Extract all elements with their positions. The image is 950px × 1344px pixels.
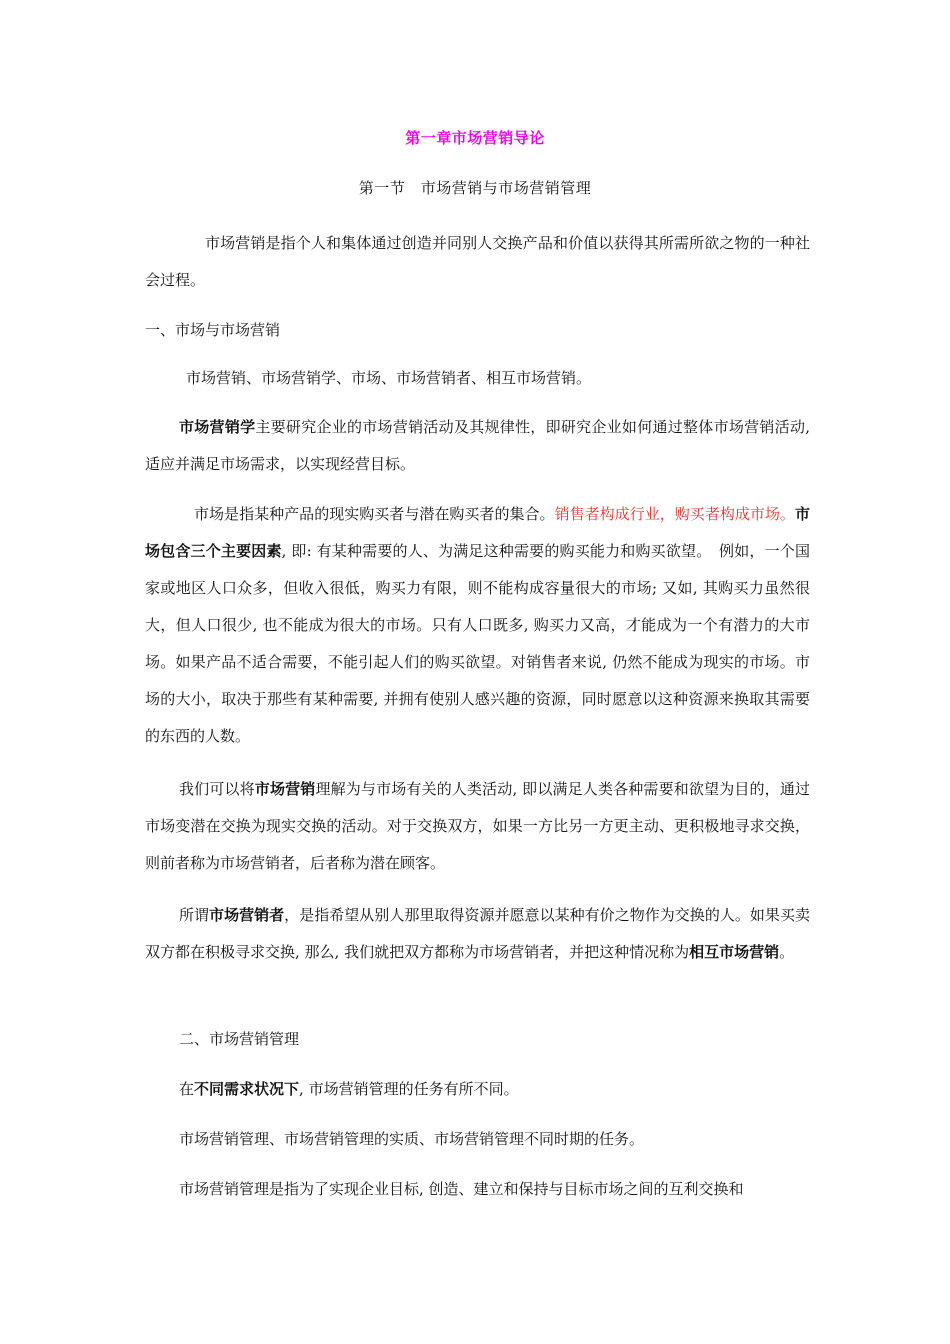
paragraph-market: [145, 496, 810, 755]
market-lead-text: 市场是指某种产品的现实购买者与潜在购买者的集合。: [194, 505, 555, 523]
heading-market-and-marketing: 一、市场与市场营销: [145, 321, 281, 339]
management-topics-list: 市场营销管理、市场营销管理的实质、市场营销管理不同时期的任务。: [179, 1130, 645, 1148]
demand-rest-text: , 市场营销管理的任务有所不同。: [299, 1080, 519, 1098]
term-three-factors: 市场包含三个主要因素: [145, 505, 810, 560]
term-marketing-science: 市场营销学: [179, 418, 256, 436]
marketer-tail-text: 。: [779, 943, 795, 961]
term-marketing: 市场营销: [254, 780, 316, 798]
chapter-title: [0, 127, 950, 148]
term-different-demand: 不同需求状况下: [194, 1080, 300, 1098]
market-red-highlight: 销售者构成行业，购买者构成市场。: [554, 505, 795, 523]
term-marketer: 市场营销者: [209, 906, 285, 924]
demand-lead-text: 在: [179, 1080, 195, 1098]
paragraph-management-definition: 市场营销管理是指为了实现企业目标, 创造、建立和保持与目标市场之间的互利交换和: [179, 1180, 744, 1198]
terms-list: 市场营销、市场营销学、市场、市场营销者、相互市场营销。: [186, 369, 592, 387]
section-title: 第一节 市场营销与市场营销管理: [358, 179, 592, 197]
marketing-rest-text: 理解为与市场有关的人类活动, 即以满足人类各种需要和欲望为目的，通过市场变潜在交换为现实交换的活动。对于交换双方，如果一方比另一方更主动、更积极地寻求交换，则前者称为市场营销者，后者称为潜在顾客。: [145, 780, 810, 872]
heading-marketing-management: 二、市场营销管理: [179, 1030, 300, 1048]
paragraph-marketer: [145, 897, 810, 971]
marketing-lead-text: 我们可以将: [179, 780, 255, 798]
paragraph-marketing-science: [145, 409, 810, 483]
marketing-science-text: 主要研究企业的市场营销活动及其规律性，即研究企业如何通过整体市场营销活动, 适应并满足市场需求，以实现经营目标。: [145, 418, 810, 473]
paragraph-demand: [145, 1071, 810, 1108]
marketer-rest-text: ，是指希望从别人那里取得资源并愿意以某种有价之物作为交换的人。如果买卖双方都在积极寻求交换, 那么, 我们就把双方都称为市场营销者，并把这种情况称为: [145, 906, 810, 961]
paragraph-definition: [145, 225, 810, 299]
marketer-lead-text: 所谓: [179, 906, 210, 924]
definition-text: 市场营销是指个人和集体通过创造并同别人交换产品和价值以获得其所需所欲之物的一种社会过程。: [145, 234, 810, 289]
term-mutual-marketing: 相互市场营销: [689, 943, 780, 961]
paragraph-marketing: [145, 771, 810, 882]
chapter-title-text: 第一章市场营销导论: [405, 129, 545, 147]
market-rest-text: , 即: 有某种需要的人、为满足这种需要的购买能力和购买欲望。 例如，一个国家或地区人口众多，但收入很低，购买力有限，则不能构成容量很大的市场; 又如, 其购买力虽然很大，但人口很少, 也不能成为很大的市场。只有人口既多, 购买力又高，才能成为一个有潜力的大市场。如果产品不适合需要，不能引起人们的购买欲望。对销售者来说, 仍然不能成为现实的市场。市场的大小，取决于那些有某种需要, 并拥有使别人感兴趣的资源，同时愿意以这种资源来换取其需要的东西的人数。: [145, 542, 810, 745]
